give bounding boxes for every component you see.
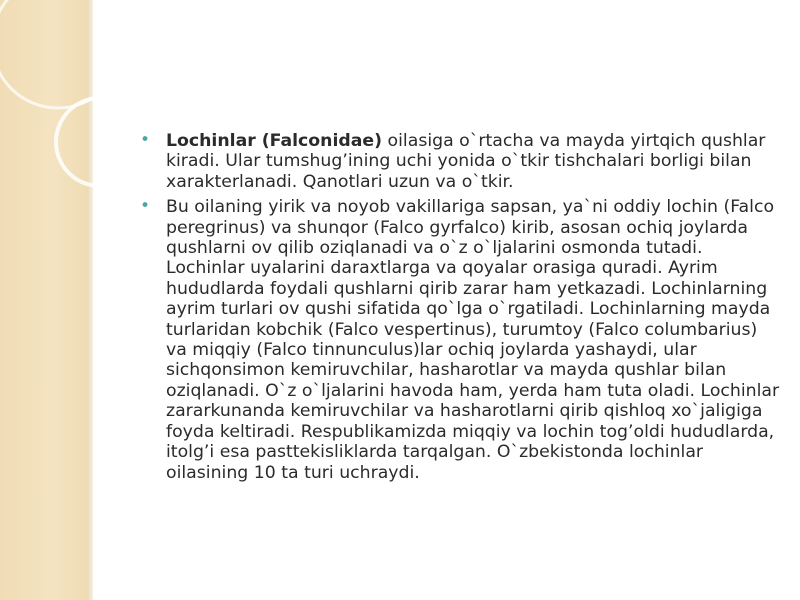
bullet-item-species: [140, 197, 780, 483]
decorative-circle-large: [0, 0, 124, 108]
bullet-bold-lead: Lochinlar (Falconidae): [166, 131, 383, 151]
bullet-dot-icon: •: [140, 130, 151, 150]
bullet-text: Bu oilaning yirik va noyob vakillariga sapsan, ya`ni oddiy lochin (Falco peregrinus) va shunqor (Falco gyrfalco) kirib, asosan ochiq joylarda qushlarni ov qilib oziqlanadi va o`z o`ljalarini osmonda tutadi. Lochinlar uyalarini daraxtlarga va qoyalar orasiga quradi. Ayrim hududlarda foydali qushlarni qirib zarar ham yetkazadi. Lochinlarning ayrim turlari ov qushi sifatida qo`lga o`rgatiladi. Lochinlarning mayda turlaridan kobchik (Falco vespertinus), turumtoy (Falco columbarius) va miqqiy (Falco tinnunculus)lar ochiq joylarda yashaydi, ular sichqonsimon kemiruvchilar, hasharotlar va mayda qushlar bilan oziqlanadi. O`z o`ljalarini havoda ham, yerda ham tuta oladi. Lochinlar zararkunanda kemiruvchilar va hasharotlarni qirib qishloq xo`jaligiga foyda keltiradi. Respublikamizda miqqiy va lochin tog’oldi hududlarda, itolg’i esa pasttekisliklarda tarqalgan. O`zbekistonda lochinlar oilasining 10 ta turi uchraydi.: [166, 197, 780, 483]
decorative-circle-small: [56, 98, 144, 186]
slide-content: [140, 131, 780, 488]
bullet-text: oilasiga o`rtacha va mayda yirtqich qushlar kiradi. Ular tumshug’ining uchi yonida o`tkir tishchalari borligi bilan xarakterlanadi. Qanotlari uzun va o`tkir.: [166, 131, 766, 192]
decorative-circles: [0, 0, 160, 220]
bullet-item-falconidae: [140, 131, 780, 192]
bullet-dot-icon: •: [140, 196, 151, 217]
